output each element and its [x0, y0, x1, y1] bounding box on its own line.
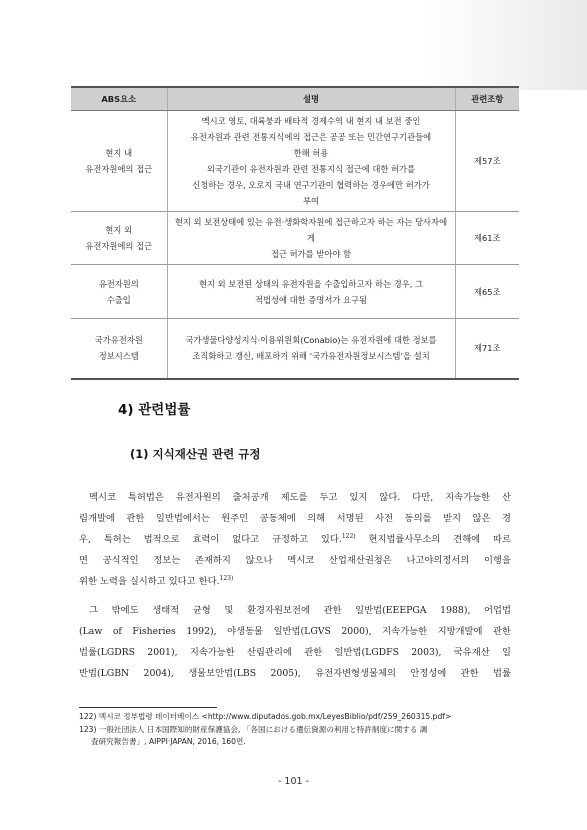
- column-header-article: 관련조항: [455, 87, 519, 111]
- table-row: [71, 212, 519, 265]
- paragraph-other-laws: [79, 600, 511, 684]
- abs-element-cell: 유전자원의 수출입: [71, 265, 167, 319]
- footnote-123: 123) 一般社団法人 日本国際知的財産保護協会, 「各国における遺伝資源の利用と特許制度に関する 調: [79, 724, 428, 734]
- header-corner-band: [427, 0, 587, 90]
- paragraph-line: 림개발에 관한 일반법에서는 원주민 공동체에 의해 서명된 사전 동의를 받지 않은 경: [79, 513, 511, 524]
- paragraph-ip-provisions: [79, 487, 511, 592]
- article-cell: 제71조: [455, 319, 519, 379]
- table-row: [71, 265, 519, 319]
- table-row: [71, 111, 519, 212]
- description-cell: 현지 외 보전상태에 있는 유전·생화학자원에 접근하고자 하는 자는 당사자에게 접근 허가를 받아야 함: [167, 212, 455, 265]
- description-cell: 멕시코 영토, 대륙붕과 배타적 경제수역 내 현지 내 보전 중인 유전자원과 관련 전통지식에의 접근은 공공 또는 민간연구기관들에 한해 허용 외국기관이 유전자원과 관련 전통지식 접근에 대한 허가를 신청하는 경우, 오로지 국내 연구기관이 협력하는 경우에만 허가가 부여: [167, 111, 455, 212]
- paragraph-line: 멕시코 특허법은 유전자원의 출처공개 제도를 두고 있지 않다. 다만, 지속가능한 산: [89, 492, 511, 503]
- abs-element-cell: 국가유전자원 정보시스템: [71, 319, 167, 379]
- description-cell: 현지 외 보전된 상태의 유전자원을 수출입하고자 하는 경우, 그 적법성에 대한 증명서가 요구됨: [167, 265, 455, 319]
- footnote-123-continued: 査研究報告書」, AIPPI·JAPAN, 2016, 160면.: [91, 737, 246, 746]
- page-number: - 101 -: [277, 776, 310, 787]
- article-cell: 제65조: [455, 265, 519, 319]
- paragraph-line: 위한 노력을 실시하고 있다고 한다.$^{123)}$: [79, 574, 234, 587]
- footnote-ref-123[interactable]: 123): [219, 574, 234, 582]
- footnote-ref-122[interactable]: 122): [341, 532, 356, 540]
- abs-element-cell: 현지 내 유전자원에의 접근: [71, 111, 167, 212]
- footnote-122: 122) 멕시코 정부법령 데이터베이스 <http://www.diputados.gob.mx/LeyesBiblio/pdf/259_260315.pdf>: [79, 712, 452, 721]
- table-header-row: [71, 87, 519, 111]
- column-header-abs-element: ABS요소: [71, 87, 167, 111]
- subsection-heading: (1) 지식재산권 관련 규정: [130, 447, 261, 461]
- article-cell: 제57조: [455, 111, 519, 212]
- abs-elements-table: [71, 86, 519, 380]
- paragraph-line: 면 공식적인 정보는 존재하지 않으나 멕시코 산업재산권청은 나고야의정서의 이행을: [79, 555, 511, 566]
- article-cell: 제61조: [455, 212, 519, 265]
- table-row: [71, 319, 519, 379]
- paragraph-line: 법률(LGDRS 2001), 지속가능한 산림관리에 관한 일반법(LGDFS 2003), 국유재산 일: [79, 647, 511, 658]
- paragraph-line: 우, 특허는 법적으로 효력이 없다고 규정하고 있다.$^{122)}$ 현지법률사무소의 견해에 따르: [79, 532, 511, 545]
- paragraph-line: (Law of Fisheries 1992), 야생동물 일반법(LGVS 2000), 지속가능한 지방개발에 관한: [79, 626, 511, 637]
- paragraph-line: 그 밖에도 생태적 균형 및 환경자원보전에 관한 일반법(EEEPGA 1988), 어업법: [89, 605, 511, 616]
- section-heading: 4) 관련법률: [118, 402, 191, 418]
- column-header-description: 설명: [167, 87, 455, 111]
- paragraph-line: 반법(LGBN 2004), 생물보안법(LBS 2005), 유전자변형생물체의 안정성에 관한 법률: [79, 668, 511, 679]
- description-cell: 국가생물다양성지식·이용위원회(Conabio)는 유전자원에 대한 정보를 조직화하고 갱신, 배포하기 위해 ‘국가유전자원정보시스템’을 설치: [167, 319, 455, 379]
- abs-element-cell: 현지 외 유전자원에의 접근: [71, 212, 167, 265]
- footnotes: [79, 711, 519, 749]
- footnote-divider: [79, 707, 217, 708]
